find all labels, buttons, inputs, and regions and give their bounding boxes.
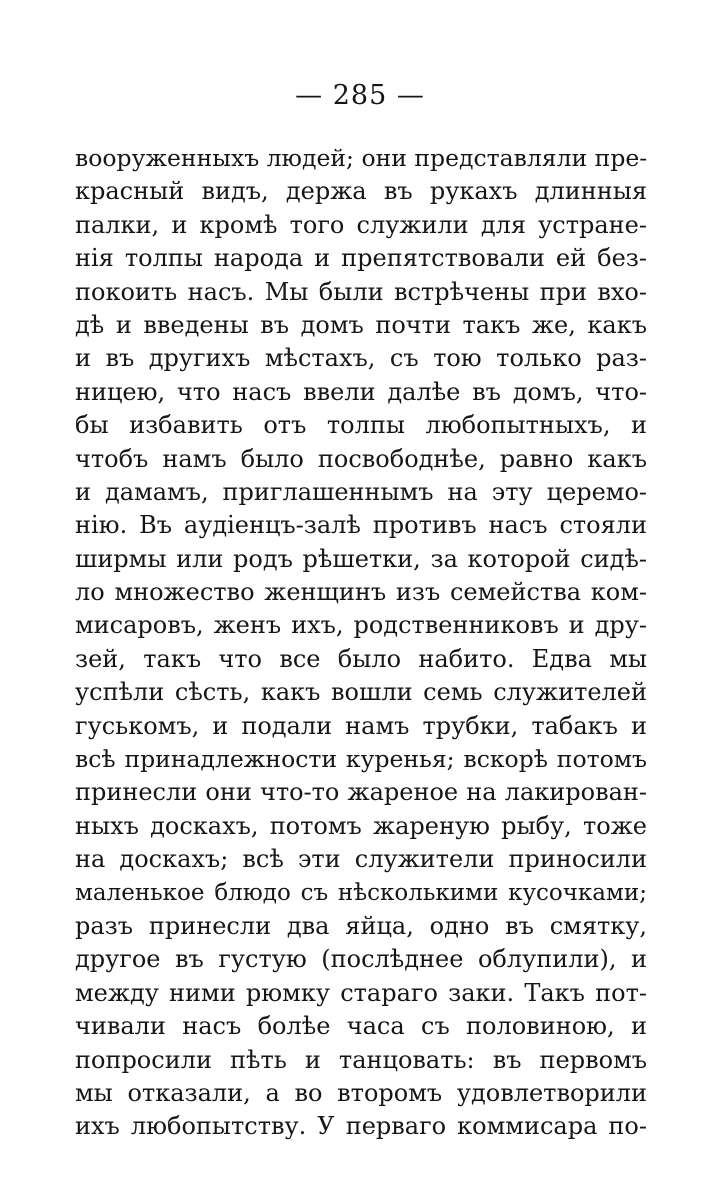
text-line: успѣли сѣсть, какъ вошли семь служителей [75, 678, 647, 707]
text-line: чивали насъ болѣе часа съ половиною, и [75, 1012, 647, 1041]
text-line: вооруженныхъ людей; они представляли пре- [75, 144, 648, 172]
text-line: попросили пѣть и танцовать: въ первомъ [75, 1045, 647, 1074]
text-line: ихъ любопытству. У перваго коммисара по- [75, 1112, 647, 1141]
text-line: мисаровъ, женъ ихъ, родственниковъ и дру- [75, 611, 647, 640]
text-line: мы отказали, а во второмъ удовлетворили [75, 1078, 647, 1107]
text-line: гуськомъ, и подали намъ трубки, табакъ и [75, 711, 647, 740]
text-line: принесли они что-то жареное на лакирован- [75, 778, 647, 807]
text-line: другое въ густую (послѣднее облупили), и [75, 945, 647, 974]
text-line: зей, такъ что все было набито. Едва мы [75, 644, 647, 673]
text-line: ширмы или родъ рѣшетки, за которой сидѣ- [75, 544, 647, 573]
text-line: разъ принесли два яйца, одно въ смятку, [75, 911, 647, 940]
text-line: и дамамъ, приглашеннымъ на эту церемо- [75, 477, 647, 506]
text-line: маленькое блюдо съ нѣсколькими кусочками; [75, 879, 647, 906]
text-line: нія толпы народа и препятствовали ей без- [75, 244, 647, 273]
text-line: на доскахъ; всѣ эти служители приносили [75, 845, 647, 874]
text-line: ло множество женщинъ изъ семейства ком- [75, 578, 647, 607]
text-line: покоить насъ. Мы были встрѣчены при вхо- [75, 277, 647, 306]
text-line: палки, и кромѣ того служили для устране- [75, 210, 647, 239]
text-line: между ними рюмку стараго заки. Такъ пот- [75, 978, 647, 1007]
text-line: бы избавить отъ толпы любопытныхъ, и [75, 411, 647, 440]
text-line: дѣ и введены въ домъ почти такъ же, какъ [75, 310, 647, 339]
page-number: — 285 — [295, 80, 425, 111]
text-line: чтобъ намъ было посвободнѣе, равно какъ [75, 444, 647, 473]
text-line: красный видъ, держа въ рукахъ длинныя [75, 177, 647, 206]
text-line: и въ другихъ мѣстахъ, съ тою только раз- [75, 344, 647, 373]
text-line: ницею, что насъ ввели далѣе въ домъ, что- [75, 377, 647, 406]
text-line: ныхъ доскахъ, потомъ жареную рыбу, тоже [75, 811, 647, 840]
body-text [75, 142, 647, 1144]
text-line: всѣ принадлежности куренья; вскорѣ потомъ [75, 745, 647, 774]
text-line: нію. Въ аудіенцъ-залѣ противъ насъ стояли [75, 511, 647, 540]
